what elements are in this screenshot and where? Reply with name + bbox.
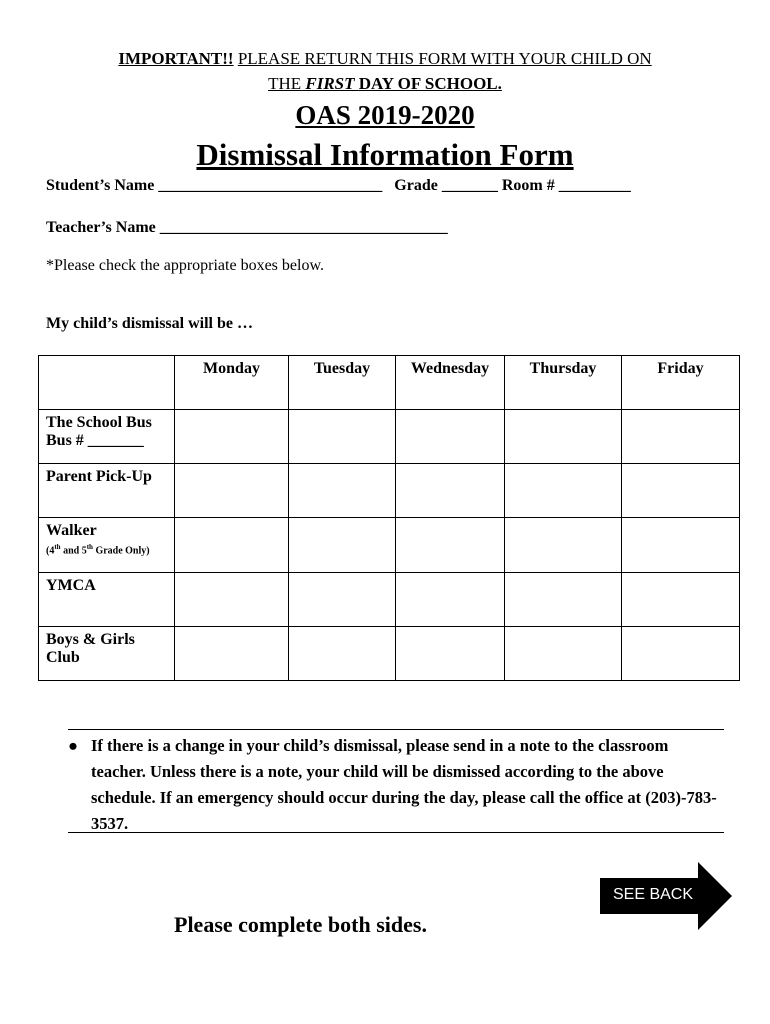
header-blank-cell (39, 356, 175, 410)
student-name-field[interactable]: ____________________________ (158, 177, 383, 194)
checkbox-cell-club-tuesday[interactable] (289, 626, 396, 680)
notice-divider-top (68, 729, 724, 730)
checkbox-cell-bus-monday[interactable] (175, 410, 289, 464)
return-notice-line-1 (0, 49, 770, 69)
day-header-friday: Friday (622, 356, 740, 410)
option-label-ymca: YMCA (39, 572, 175, 626)
table-row-ymca (39, 572, 740, 626)
checkbox-cell-parent-wednesday[interactable] (396, 464, 505, 518)
check-boxes-note: *Please check the appropriate boxes below. (46, 257, 324, 274)
checkbox-cell-walker-friday[interactable] (622, 518, 740, 572)
checkbox-cell-walker-tuesday[interactable] (289, 518, 396, 572)
bus-label: The School Bus (46, 414, 152, 432)
checkbox-cell-bus-wednesday[interactable] (396, 410, 505, 464)
option-label-walker (39, 518, 175, 572)
teacher-name-label: Teacher’s Name (46, 219, 156, 236)
return-notice-text: PLEASE RETURN THIS FORM WITH YOUR CHILD ON (237, 49, 652, 68)
grade-label: Grade (394, 177, 438, 194)
table-row-parent-pickup (39, 464, 740, 518)
checkbox-cell-club-wednesday[interactable] (396, 626, 505, 680)
checkbox-cell-parent-thursday[interactable] (505, 464, 622, 518)
checkbox-cell-bus-friday[interactable] (622, 410, 740, 464)
option-label-boys-girls-club: Boys & Girls Club (39, 626, 175, 680)
school-year-title: OAS 2019-2020 (295, 100, 475, 130)
table-header-row (39, 356, 740, 410)
checkbox-cell-walker-monday[interactable] (175, 518, 289, 572)
walker-grade-note: (4th and 5th Grade Only) (46, 543, 150, 557)
grade-field[interactable]: _______ (441, 177, 498, 194)
return-notice-line-2 (0, 74, 770, 94)
day-header-monday: Monday (175, 356, 289, 410)
table-row-walker (39, 518, 740, 572)
complete-both-sides-note: Please complete both sides. (174, 912, 427, 937)
checkbox-cell-parent-friday[interactable] (622, 464, 740, 518)
table-row-boys-girls-club (39, 626, 740, 680)
day-header-wednesday: Wednesday (396, 356, 505, 410)
dismissal-intro: My child’s dismissal will be … (46, 315, 253, 332)
checkbox-cell-ymca-thursday[interactable] (505, 572, 622, 626)
checkbox-cell-parent-tuesday[interactable] (289, 464, 396, 518)
teacher-info-row (46, 219, 448, 237)
dismissal-change-notice (68, 733, 724, 837)
see-back-arrow[interactable] (600, 862, 732, 930)
day-header-tuesday: Tuesday (289, 356, 396, 410)
checkbox-cell-bus-thursday[interactable] (505, 410, 622, 464)
checkbox-cell-ymca-wednesday[interactable] (396, 572, 505, 626)
student-name-label: Student’s Name (46, 177, 155, 194)
checkbox-cell-club-thursday[interactable] (505, 626, 622, 680)
return-notice-first: FIRST (305, 74, 355, 93)
dismissal-schedule-table (38, 355, 740, 681)
option-label-bus (39, 410, 175, 464)
bus-number-field[interactable]: Bus # _______ (46, 432, 144, 450)
option-label-parent-pickup: Parent Pick-Up (39, 464, 175, 518)
checkbox-cell-walker-wednesday[interactable] (396, 518, 505, 572)
dismissal-change-text: If there is a change in your child’s dismissal, please send in a note to the classroom teacher. Unless there is a note, your child will be dismissed according to the above schedule. If an emergency should occur during the day, please call the office at (203)-783-3537. (91, 736, 717, 833)
checkbox-cell-bus-tuesday[interactable] (289, 410, 396, 464)
see-back-label: SEE BACK (612, 886, 694, 903)
checkbox-cell-club-friday[interactable] (622, 626, 740, 680)
day-header-thursday: Thursday (505, 356, 622, 410)
notice-divider-bottom (68, 832, 724, 833)
form-title: Dismissal Information Form (196, 137, 574, 172)
bullet-icon: ● (68, 736, 78, 755)
room-label: Room # (501, 177, 555, 194)
checkbox-cell-ymca-tuesday[interactable] (289, 572, 396, 626)
student-info-row (46, 177, 631, 195)
checkbox-cell-ymca-friday[interactable] (622, 572, 740, 626)
checkbox-cell-ymca-monday[interactable] (175, 572, 289, 626)
return-notice-day: DAY OF SCHOOL. (358, 74, 502, 93)
important-label: IMPORTANT!! (118, 49, 234, 68)
return-notice-the: THE (268, 74, 302, 93)
room-field[interactable]: _________ (558, 177, 631, 194)
checkbox-cell-walker-thursday[interactable] (505, 518, 622, 572)
checkbox-cell-parent-monday[interactable] (175, 464, 289, 518)
teacher-name-field[interactable]: ____________________________________ (159, 219, 448, 236)
walker-label: Walker (46, 522, 97, 540)
table-row-bus (39, 410, 740, 464)
checkbox-cell-club-monday[interactable] (175, 626, 289, 680)
